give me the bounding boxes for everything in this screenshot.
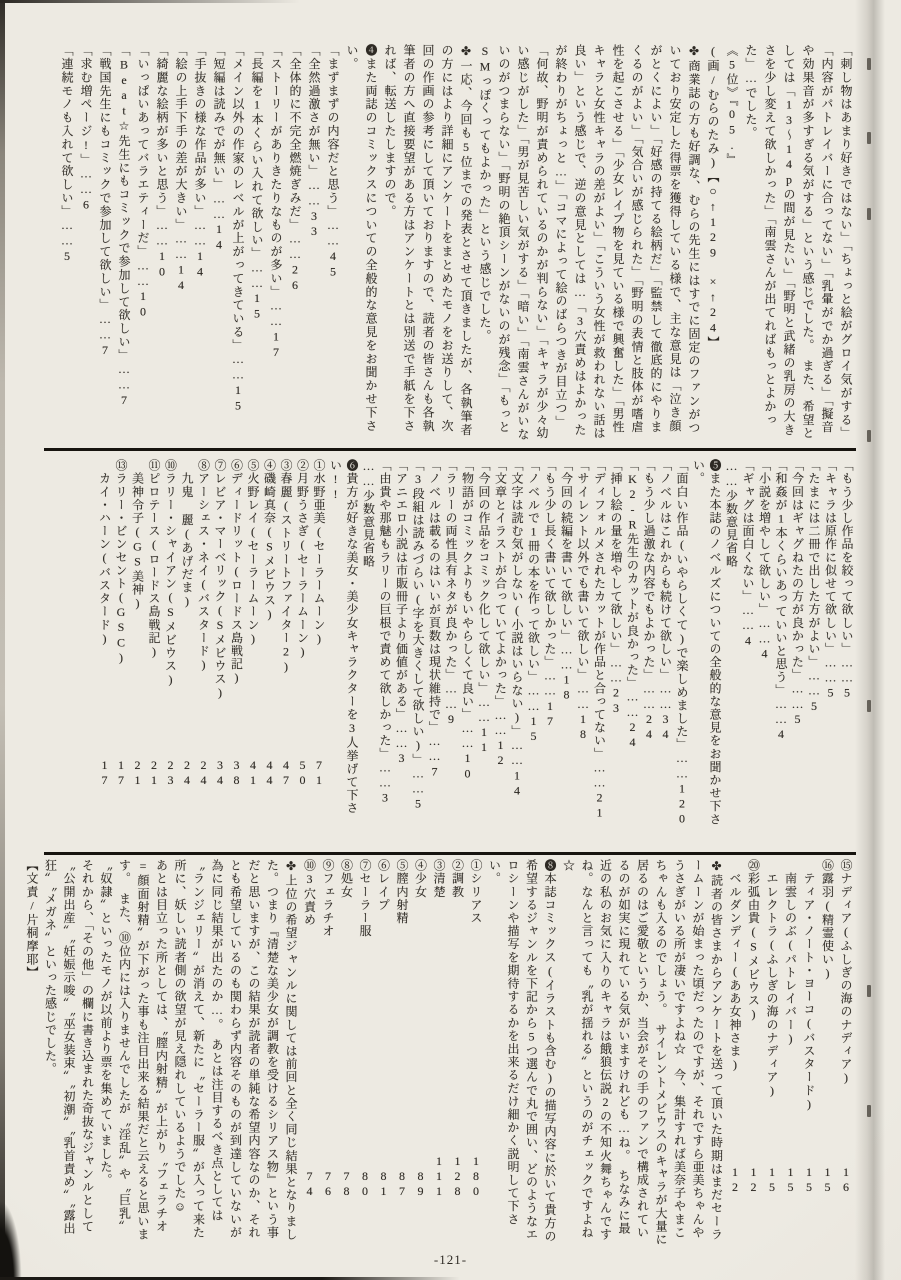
answer-item: 「手抜きの様な作品が多い」……14: [193, 44, 207, 280]
genre-name: ⑩3穴責め: [302, 859, 317, 927]
genre-name: ⑦セーラー服: [358, 859, 372, 938]
answer-item: 「由貴や那魅もラリーの巨根で責めて欲しかった」……3: [378, 459, 392, 806]
answer-item: 「ストーリーがありきたりなものが多い」……17: [269, 44, 283, 361]
character-ranking-item: [818, 859, 837, 1247]
genre-name: ⑨フェラチオ: [321, 859, 335, 938]
character-ranking-item: [162, 459, 179, 844]
answer-item: 「挿し絵の量を増やして欲しい」……23: [609, 459, 623, 716]
character-vote-count: 44: [262, 757, 277, 788]
genre-vote-count: 81: [376, 1168, 391, 1199]
genre-vote-count: 74: [302, 1168, 317, 1199]
genre-ranking-item: [356, 859, 375, 1247]
answer-item: 「K2-R先生のカットが良かった」……24: [625, 459, 640, 751]
answer-item: ……少数意見省略: [724, 459, 739, 568]
answer-item: 「綺麗な絵柄が多いと思う」……10: [155, 44, 169, 280]
genre-ranking-item: [374, 859, 393, 1247]
section-rank5-and-question4: [55, 44, 855, 442]
answer-item: 「今回はギャグねたの方が良かった」……5: [790, 459, 805, 727]
character-ranking-item: [245, 459, 262, 844]
character-ranking-item: [781, 859, 800, 1247]
character-vote-count: 34: [213, 757, 227, 788]
scan-artifact-top-edge: [0, 0, 300, 3]
answer-item: 「今回の続編を書いて欲しい」……18: [559, 459, 574, 703]
character-vote-count: 12: [728, 1164, 742, 1195]
answer-item: 「短編は読みでが無い」……14: [212, 44, 226, 253]
genre-name: ⑥レイプ: [376, 859, 391, 912]
question-6-text: ❻貴方が好きな美女・美少女キャラクターを3人挙げて下さい!!: [328, 459, 359, 815]
answer-item: 「キャラは原作に似せて欲しい」……5: [823, 459, 838, 701]
character-ranking-item: [129, 459, 146, 844]
answer-item: 「もう少し長く書いて欲しかった」……17: [543, 459, 557, 729]
genre-name: ③清楚: [432, 859, 446, 899]
genre-vote-count: 87: [395, 1168, 409, 1199]
answer-item: 「まずまずの内容だと思う」……45: [326, 44, 340, 280]
scan-artifact-dash: [867, 208, 871, 220]
character-ranking-item: [212, 459, 229, 844]
question-5-text: ❺また本誌のノベルズについての全般的な意見をお聞かせ下さい。: [691, 459, 722, 826]
question-4-text: ❹また両誌のコミックスについての全般的な意見をお聞かせ下さい。: [345, 44, 378, 433]
character-name: ティア・ノート・ヨーコ(バスタード): [802, 859, 816, 1112]
character-name: ⑳彩弧由貴(Sメビウス): [746, 859, 761, 1023]
character-vote-count: 17: [97, 757, 112, 788]
scan-artifact-dash: [867, 132, 871, 144]
genre-commentary-paragraph-2: あとは目立った所としては、〝膣内射精〟が上がり〝フェラチオ=顔面射精〟が下がった事も注目出来る結果だと云えると思います。 また、⑩位内には入りませんでしたが〝淫乱〟や〝巨乳〟〝奴隷〟といったモノが以前より票を集めていました。: [99, 859, 169, 1241]
character-ranking-item: [96, 459, 113, 844]
character-vote-count: 21: [130, 757, 145, 788]
character-vote-count: 15: [802, 1164, 816, 1195]
rank5-comment-paragraph: ✤商業誌の方も好調な、むらの先生にはすでに固定のファンがついており安定した得票を獲得している様で、主な意見は「泣き顔がとくによい」「好感の持てる絵柄だ」「監禁して徹底的にやりまくるのがよい」「気合いが感じられた」「野明の表情と肢体が嗜虐性を起こさせる」「少女レイプ物を見ている様で興奮した」「男性キャラと女性キャラの差がよい」「こういう女性が救われない話は良い」という感じで、逆の意見としては…「3穴責めはよかったが終わりがちょっと…」「コマによって絵のばらつきが目立つ」「何故、野明が責められているのかが判らない」「キャラが少々幼い感じがした」「男が見苦しい気がする」「暗い」「南雲さんがいないのがつまらない」「野明の絶頂シーンがないのが残念」「もっとSMっぽくってもよかった」という感じでした。: [478, 44, 701, 442]
character-name: 九鬼 麗(あげだま): [180, 459, 194, 610]
character-name: ③春麗(ストリートファイター2): [279, 459, 293, 675]
genre-ranking-item: [448, 859, 467, 1247]
genre-vote-count: 89: [413, 1168, 428, 1199]
genre-vote-count: 111: [432, 1153, 446, 1199]
genre-vote-count: 80: [358, 1168, 372, 1199]
answer-item: 「求む増ページ!」……6: [79, 44, 93, 213]
scan-artifact-right-crease: [855, 0, 885, 1280]
character-ranking-item: [278, 459, 295, 844]
character-name: 南雲しのぶ(パトレイバー): [783, 859, 798, 1047]
character-vote-count: 50: [295, 757, 310, 788]
answer-item: 「文字は読む気がしない(小説はいらない)」……14: [510, 459, 524, 799]
answer-item: 「ラリーの両性具有ネタが良かった」……9: [444, 459, 458, 727]
scan-artifact-dash: [867, 1105, 871, 1117]
character-name: ⑩ラリー・シャイアン(Sメビウス): [163, 459, 178, 688]
character-name: ⑤火野レイ(セーラームーン): [246, 459, 260, 647]
character-vote-count: 17: [114, 757, 128, 788]
character-ranking-item: [146, 459, 163, 844]
genre-ranking-item: [467, 859, 486, 1247]
answer-item: 「和姦が1本くらいあっていいと思う」……4: [774, 459, 788, 743]
section-divider-rule: [44, 852, 856, 855]
answer-item: 「ギャグは面白くない」……4: [741, 459, 755, 649]
character-vote-count: 16: [839, 1164, 853, 1195]
genre-ranking-item: [337, 859, 356, 1247]
genre-name: ⑤膣内射精: [395, 859, 409, 925]
character-vote-count: 71: [312, 757, 326, 788]
genre-ranking-item: [411, 859, 430, 1247]
question-8-text: ❽本誌コミックス(イラストも含む)の描写内容に於いて貴方の希望するジャンルを下記から5つ選んで丸で囲い、どのようなエロシーンや描写を期待するかを出来るだけ細かく説明して下さい。: [487, 859, 557, 1243]
character-name: 美神令子(GS美神): [130, 459, 145, 612]
answer-item: 「今回の作品をコミック化して欲しい」……11: [477, 459, 491, 756]
character-vote-count: 24: [196, 757, 211, 788]
answer-item: 「もう少し作品を絞って欲しい」……5: [840, 459, 854, 701]
genre-name: ④少女: [413, 859, 428, 899]
character-vote-count: 15: [783, 1164, 798, 1195]
character-ranking-item: [195, 459, 212, 844]
genre-ranking-item: [393, 859, 412, 1247]
genre-ranking-item: [430, 859, 449, 1247]
answer-item: 「ノベルはこれからも続けて欲しい」……34: [658, 459, 673, 743]
answer-item: 「3段組は読みづらい(字を大きくして欲しい)」……5: [411, 459, 425, 812]
answer-item: 「物語がコミックよりもいやらしくて良い」……10: [460, 459, 475, 782]
character-name: ⑧アーシェス・ネイ(バスタード): [196, 459, 211, 673]
character-vote-count: 21: [147, 757, 161, 788]
section-divider-rule: [44, 448, 856, 451]
answer-item: 「メイン以外の作家のレベルが上がってきている」……15: [231, 44, 245, 414]
byline-credit: 【文責/片桐摩耶】: [25, 859, 39, 979]
character-ranking-item: [311, 459, 328, 844]
answer-item: 「絵の上手下手の差が大きい」……14: [174, 44, 188, 294]
genre-vote-count: 76: [321, 1168, 335, 1199]
page-number: -121-: [433, 1252, 468, 1267]
genre-ranking-item: [319, 859, 338, 1247]
genre-vote-count: 78: [339, 1168, 354, 1199]
scan-artifact-dash: [867, 985, 871, 997]
answer-item: 「もう少し過激な内容でもよかった」……24: [642, 459, 656, 743]
editor-note-paragraph: ✤一応、今回も5位までの発表とさせて頂きましたが、各執筆者の方にはより詳細にアンケートをまとめたモノをお送りして、次回の作画の参考にして頂いておりますので、読者の皆さんも各執筆者の方へ直接要望がある方はアンケートとは別送で手紙を下されば、転送したしますので。: [383, 44, 473, 437]
answer-item: ……少数意見省略: [361, 459, 376, 568]
character-vote-count: 15: [765, 1164, 779, 1195]
character-vote-count: 38: [229, 757, 244, 788]
answer-item: 「全体的に不完全燃焼ぎみだ」……26: [288, 44, 302, 294]
character-ranking-item: [113, 459, 130, 844]
scan-artifact-dash: [867, 58, 871, 70]
genre-name: ②調教: [450, 859, 465, 899]
answer-item: 「ノベルで1冊の本を作って欲しい」……15: [526, 459, 541, 745]
genre-name: ①シリアス: [469, 859, 483, 925]
genre-ranking-item: [300, 859, 319, 1247]
answer-item: 「サイレント以外でも書いて欲しい」……18: [576, 459, 590, 743]
genre-commentary-paragraph-1: ✤上位の希望ジャンルに関しては前回と全く同じ結果となりました。つまり『清楚な美少女が調教を受けるシリアス物』という事だと思いますが、この結果が読者の単純な希望内容なのか、それとも希望しているのも関わらず内容そのものが到達していないが為に同じ結果が出たのか…。 あとは注目するべき点としては〝ランジェリー〟が消えて、新たに〝セーラー服〟が入って来た所に、妖しい読者側の欲望が見え隠れしているようでした☺: [173, 859, 298, 1241]
character-ranking-item: [294, 459, 311, 844]
rank5-title: 《5位》『05.』: [725, 44, 739, 167]
character-ranking-item: [228, 459, 245, 844]
character-vote-count: 24: [180, 757, 194, 788]
character-name: ⑯露羽(精霊使い): [820, 859, 835, 981]
section-ranking-cont-and-question8: [25, 859, 855, 1247]
character-vote-count: 41: [246, 757, 260, 788]
answer-item: 「アニエロ小説は市販冊子より価値がある」……3: [394, 459, 409, 767]
rank5-artist-votes: (画/むらのたみ)【○↑129 ×↑24】: [706, 44, 720, 350]
character-ranking-item: [837, 859, 856, 1247]
character-ranking-item: [179, 459, 196, 844]
character-name: エレクトラ(ふしぎの海のナディア): [765, 859, 779, 1099]
answer-item: 「小説を増やして欲しい」……4: [757, 459, 772, 662]
character-ranking-item: [261, 459, 278, 844]
character-ranking-item: [744, 859, 763, 1247]
character-vote-count: 47: [279, 757, 293, 788]
character-name: ⑮ナディア(ふしぎの海のナディア): [839, 859, 853, 1086]
answer-item: 「面白い作品(いやらしくて)で楽しめました」……120: [675, 459, 689, 827]
scan-artifact-left-edge: [0, 0, 5, 1280]
character-ranking-item: [726, 859, 745, 1247]
carryover-opinions-paragraph: 「刺し物はあまり好きではない」「ちょっと絵がグロイ気がする」「内容がパトレイバーに合ってない」「乳暈がでか過ぎる」「擬音や効果音が多すぎる気がする」という感じでした。 また、希望としては「13〜14pの間が見たい」「野明と武緒の乳房の大きさを少し変えて欲しかった」「南雲さんが出てればもっとよかった」…でした。: [744, 44, 853, 440]
character-name: ⑦レビア・マーベリック(Sメビウス): [213, 459, 227, 701]
character-name: ⑥ディードリット(ロードス島戦記): [229, 459, 244, 686]
scan-artifact-dash: [867, 700, 871, 712]
genre-vote-count: 180: [469, 1153, 483, 1199]
answer-item: 「たまには二冊で出した方がよい」……5: [807, 459, 821, 714]
character-ranking-item: [800, 859, 819, 1247]
answer-item: 「連続モノも入れて欲しい」……5: [60, 44, 74, 265]
answer-item: 「Beat☆先生にもコミックで参加して欲しい」……7: [117, 44, 131, 409]
character-commentary-paragraph: ✤読者の皆さまからアンケートを送って頂いた時期はまだセーラームーンが始まった頃だったのですが、それですら亜美ちゃんやうさぎがいる所が凄いですよね☆ 今、集計すれば美奈子やまこちゃんも入るのでしょう。 サイレントメビウスのキャラが大量に居るのはご愛敬というか、当会がその手のファンで構成されているのが如実に現れている気がいますけれども…ね。 ちなみに最近の私のお気に入りのキャラは餓狼伝説2の不知火舞ちゃんですね。なんと言っても〝乳が揺れる〟というのがチェックですよね☆: [561, 859, 724, 1246]
scan-artifact-dash: [867, 430, 871, 442]
character-name: ②月野うさぎ(セーラームーン): [295, 459, 310, 660]
genre-name: ⑧処女: [339, 859, 354, 899]
answer-item: 「ディフォルメされたカットが作品と合ってない」……21: [592, 459, 607, 821]
answer-item: 「全然過激さが無い」……33: [307, 44, 321, 240]
character-vote-count: 23: [163, 757, 178, 788]
answer-item: 「長編を1本くらい入れて欲しい」……15: [250, 44, 264, 322]
character-name: ベルダンディー(ああ女神さま): [728, 859, 742, 1073]
character-name: ①水野亜美(セーラームーン): [312, 459, 326, 647]
character-name: ④磯崎真奈(Sメビウス): [262, 459, 277, 623]
character-ranking-item: [763, 859, 782, 1247]
section-question5-and-question6: [55, 459, 855, 844]
answer-item: 「ノベルは載るのはいいが頁数は現状維持で」……7: [427, 459, 442, 780]
character-vote-count: 12: [746, 1164, 761, 1195]
character-vote-count: 15: [820, 1164, 835, 1195]
answer-item: 「文章とイラストが合っていてよかった」……12: [493, 459, 508, 769]
character-name: カイ・ハーン(バスタード): [97, 459, 112, 647]
genre-vote-count: 128: [450, 1153, 465, 1199]
character-name: ⑬ラリー・ビンセント(GSC): [114, 459, 128, 666]
character-name: ⑪ピロテース(ロードス島戦記): [147, 459, 161, 660]
genre-commentary-paragraph-3: それから、「その他」の欄に書き込まれた奇抜なジャンルとして〝公開出産〟〝妊娠示唆〟〝巫女装束〟〝初潮〟〝乳首責め〟〝露出狂〟〝メガネ〟といった感じでした。: [43, 859, 95, 1236]
answer-item: 「いっぱいあってバラエティーだ」……10: [136, 44, 150, 320]
answer-item: 「戦国先生にもコミックで参加して欲しい」……7: [98, 44, 112, 359]
